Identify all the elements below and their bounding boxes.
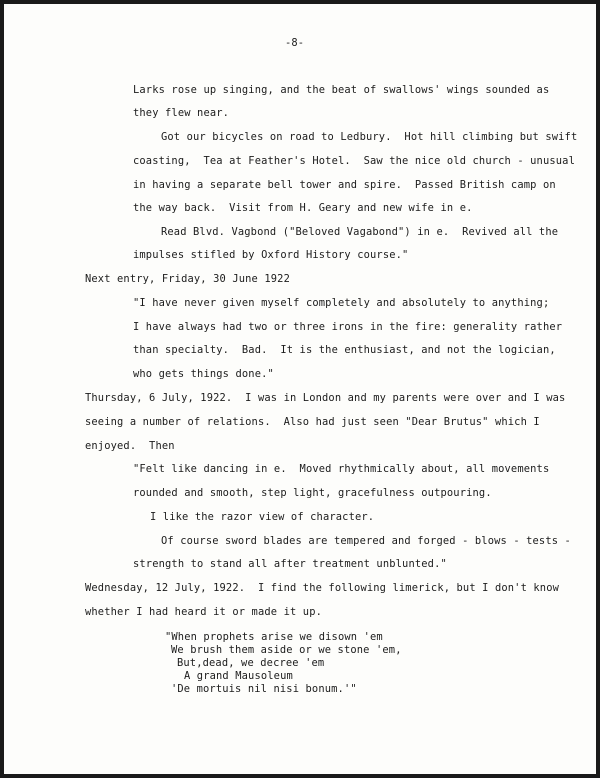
text-line: Got our bicycles on road to Ledbury. Hot hill climbing but swift (161, 131, 578, 143)
text-line: I have always had two or three irons in the fire: generality rather (133, 321, 563, 333)
entry-heading: Wednesday, 12 July, 1922. I find the following limerick, but I don't know (85, 582, 560, 594)
limerick-line: 'De mortuis nil nisi bonum.'" (171, 683, 357, 695)
text-line: "Felt like dancing in e. Moved rhythmically about, all movements (133, 463, 550, 475)
text-line: in having a separate bell tower and spire. Passed British camp on (133, 179, 556, 191)
text-line: impulses stifled by Oxford History course." (133, 249, 409, 261)
text-line: I like the razor view of character. (150, 511, 375, 523)
text-line: they flew near. (133, 107, 230, 119)
page-number: -8- (285, 37, 305, 49)
text-line: Larks rose up singing, and the beat of swallows' wings sounded as (133, 84, 550, 96)
text-line: coasting, Tea at Feather's Hotel. Saw the nice old church - unusual (133, 155, 575, 167)
text-line: rounded and smooth, step light, gracefulness outpouring. (133, 487, 492, 499)
text-line: Read Blvd. Vagbond ("Beloved Vagabond") in e. Revived all the (161, 226, 559, 238)
text-line: seeing a number of relations. Also had just seen "Dear Brutus" which I (85, 416, 540, 428)
limerick-line: A grand Mausoleum (184, 670, 293, 682)
text-line: than specialty. Bad. It is the enthusiast, and not the logician, (133, 344, 556, 356)
entry-heading: Thursday, 6 July, 1922. I was in London and my parents were over and I was (85, 392, 566, 404)
limerick-line: We brush them aside or we stone 'em, (171, 644, 402, 656)
text-line: strength to stand all after treatment unblunted." (133, 558, 447, 570)
text-line: Of course sword blades are tempered and forged - blows - tests - (161, 535, 571, 547)
limerick-line: "When prophets arise we disown 'em (165, 631, 383, 643)
text-line: whether I had heard it or made it up. (85, 606, 323, 618)
text-line: who gets things done." (133, 368, 274, 380)
entry-heading: Next entry, Friday, 30 June 1922 (85, 273, 290, 285)
limerick-line: But,dead, we decree 'em (177, 657, 325, 669)
text-line: "I have never given myself completely and absolutely to anything; (133, 297, 550, 309)
text-line: enjoyed. Then (85, 440, 175, 452)
text-line: the way back. Visit from H. Geary and new wife in e. (133, 202, 473, 214)
